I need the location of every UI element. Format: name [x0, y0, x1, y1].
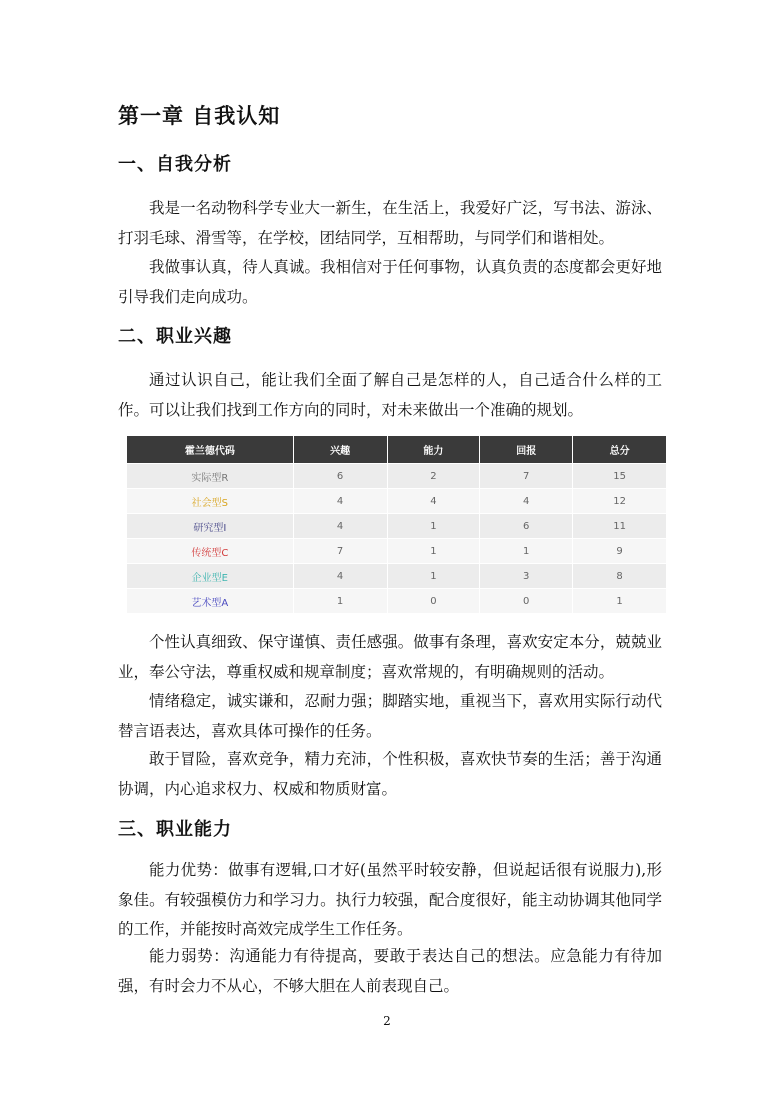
cell-ability: 1: [388, 539, 480, 563]
cell-total: 15: [573, 464, 666, 488]
cell-ability: 0: [388, 589, 480, 613]
cell-reward: 4: [480, 489, 572, 513]
holland-code-table: [126, 435, 667, 614]
section-heading-career-interest: 二、职业兴趣: [118, 326, 232, 347]
cell-total: 9: [573, 539, 666, 563]
page-number: 2: [383, 1014, 391, 1028]
cell-reward: 7: [480, 464, 572, 488]
table-header-row: [127, 436, 666, 463]
paragraph-career-ability-1: 能力优势：做事有逻辑,口才好(虽然平时较安静，但说起话很有说服力),形象佳。有较强模仿力和学习力。执行力较强，配合度很好，能主动协调其他同学的工作，并能按时高效完成学生工作任务。: [118, 861, 662, 938]
cell-interest: 4: [294, 564, 387, 588]
table-row: [127, 539, 666, 563]
cell-code: 研究型I: [127, 514, 293, 538]
cell-interest: 4: [294, 514, 387, 538]
table-row: [127, 564, 666, 588]
cell-total: 11: [573, 514, 666, 538]
cell-code: 社会型S: [127, 489, 293, 513]
cell-interest: 1: [294, 589, 387, 613]
cell-total: 1: [573, 589, 666, 613]
col-header-interest: 兴趣: [294, 436, 387, 463]
cell-ability: 4: [388, 489, 480, 513]
cell-reward: 0: [480, 589, 572, 613]
paragraph-self-analysis-2: 我做事认真，待人真诚。我相信对于任何事物，认真负责的态度都会更好地引导我们走向成功。: [118, 258, 662, 306]
table-row: [127, 514, 666, 538]
cell-code: 企业型E: [127, 564, 293, 588]
cell-ability: 1: [388, 514, 480, 538]
section-heading-self-analysis: 一、自我分析: [118, 154, 232, 175]
cell-code: 艺术型A: [127, 589, 293, 613]
cell-ability: 2: [388, 464, 480, 488]
col-header-total: 总分: [573, 436, 666, 463]
paragraph-career-interest-3: 情绪稳定，诚实谦和，忍耐力强；脚踏实地，重视当下，喜欢用实际行动代替言语表达，喜欢具体可操作的任务。: [118, 692, 662, 740]
table-row: [127, 489, 666, 513]
paragraph-career-interest-4: 敢于冒险，喜欢竞争，精力充沛，个性积极，喜欢快节奏的生活；善于沟通协调，内心追求权力、权威和物质财富。: [118, 750, 662, 798]
cell-interest: 4: [294, 489, 387, 513]
cell-interest: 7: [294, 539, 387, 563]
table-row: [127, 464, 666, 488]
paragraph-career-interest-2: 个性认真细致、保守谨慎、责任感强。做事有条理，喜欢安定本分，兢兢业业，奉公守法，尊重权威和规章制度；喜欢常规的，有明确规则的活动。: [118, 633, 662, 681]
paragraph-career-interest-1: 通过认识自己，能让我们全面了解自己是怎样的人，自己适合什么样的工作。可以让我们找到工作方向的同时，对未来做出一个准确的规划。: [118, 371, 662, 419]
paragraph-career-ability-2: 能力弱势：沟通能力有待提高，要敢于表达自己的想法。应急能力有待加强，有时会力不从心，不够大胆在人前表现自己。: [118, 947, 662, 995]
cell-reward: 3: [480, 564, 572, 588]
cell-total: 8: [573, 564, 666, 588]
col-header-code: 霍兰德代码: [127, 436, 293, 463]
cell-ability: 1: [388, 564, 480, 588]
cell-reward: 6: [480, 514, 572, 538]
section-heading-career-ability: 三、职业能力: [118, 819, 232, 840]
chapter-title: 第一章 自我认知: [118, 104, 281, 128]
cell-reward: 1: [480, 539, 572, 563]
cell-interest: 6: [294, 464, 387, 488]
cell-total: 12: [573, 489, 666, 513]
paragraph-self-analysis-1: 我是一名动物科学专业大一新生，在生活上，我爱好广泛，写书法、游泳、打羽毛球、滑雪等，在学校，团结同学，互相帮助，与同学们和谐相处。: [118, 199, 662, 247]
col-header-reward: 回报: [480, 436, 572, 463]
cell-code: 实际型R: [127, 464, 293, 488]
table-row: [127, 589, 666, 613]
cell-code: 传统型C: [127, 539, 293, 563]
col-header-ability: 能力: [388, 436, 480, 463]
